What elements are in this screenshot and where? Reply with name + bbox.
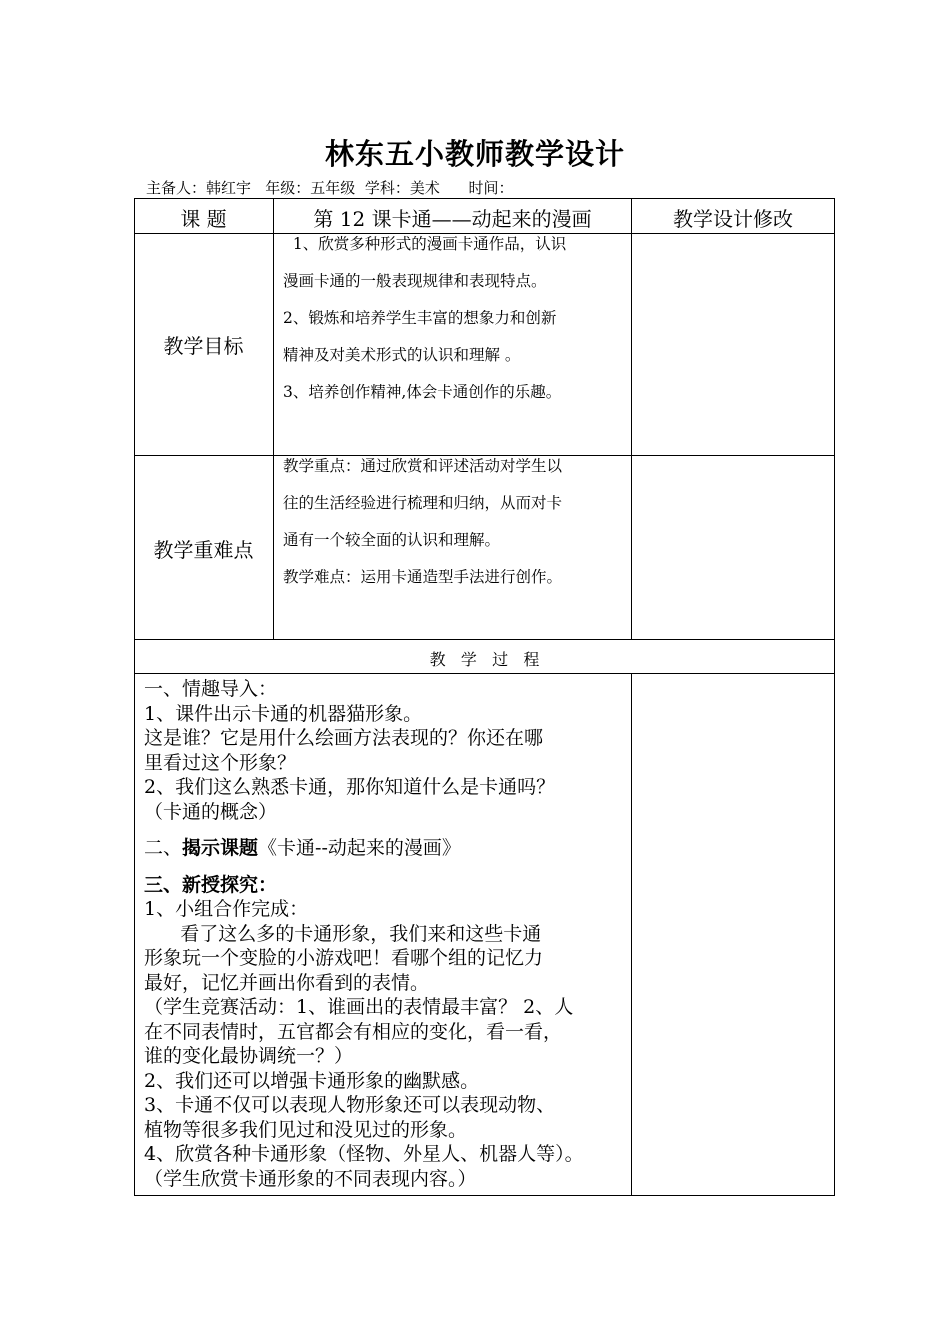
process-line: 4、欣赏各种卡通形象（怪物、外星人、机器人等）。	[144, 1143, 584, 1165]
process-line: 植物等很多我们见过和没见过的形象。	[144, 1118, 468, 1141]
section-1-title: 一、情趣导入：	[144, 678, 278, 700]
meta-line: 主备人：韩红宇 年级：五年级 学科：美术 时间：	[146, 179, 514, 197]
process-line: 谁的变化最协调统一？）	[144, 1045, 354, 1067]
keypoints-content	[283, 448, 629, 596]
section-3-title: 三、新授探究：	[144, 873, 278, 896]
process-line: 这是谁？它是用什么绘画方法表现的？你还在哪	[144, 727, 544, 749]
col-divider	[631, 673, 632, 1196]
process-line: 1、小组合作完成：	[144, 898, 309, 920]
goal-line: 精神及对美术形式的认识和理解 。	[283, 346, 521, 364]
section-2-rest: 《卡通--动起来的漫画》	[258, 837, 461, 859]
col-divider	[273, 198, 274, 639]
process-line: 3、卡通不仅可以表现人物形象还可以表现动物、	[144, 1094, 556, 1116]
keypoints-label: 教学重难点	[153, 538, 254, 562]
process-line: （学生竞赛活动：1、谁画出的表情最丰富？ 2、人	[144, 996, 574, 1018]
process-line: 1、课件出示卡通的机器猫形象。	[144, 702, 423, 725]
table-border-right	[834, 198, 835, 1196]
process-line: 在不同表情时，五官都会有相应的变化，看一看，	[144, 1020, 563, 1043]
keypoint-line: 教学难点：运用卡通造型手法进行创作。	[283, 568, 563, 586]
process-line: 里看过这个形象？	[144, 751, 297, 774]
col-divider	[631, 198, 632, 639]
process-line: 看了这么多的卡通形象，我们来和这些卡通	[144, 922, 542, 945]
process-line: （学生欣赏卡通形象的不同表现内容。）	[144, 1167, 477, 1190]
section-2-prefix: 二、	[144, 837, 183, 859]
row-divider	[134, 673, 835, 674]
section-2-bold: 揭示课题	[182, 837, 259, 859]
document-title: 林东五小教师教学设计	[324, 137, 625, 171]
goal-line: 2、锻炼和培养学生丰富的想象力和创新	[283, 309, 557, 327]
process-line: 最好，记忆并画出你看到的表情。	[144, 971, 430, 994]
process-line: 2、我们这么熟悉卡通，那你知道什么是卡通吗？	[144, 776, 556, 798]
keypoint-line: 往的生活经验进行梳理和归纳，从而对卡	[283, 494, 563, 512]
process-line: （卡通的概念）	[144, 800, 278, 823]
header-revision: 教学设计修改	[673, 207, 793, 231]
header-lesson-title: 第 12 课卡通——动起来的漫画	[313, 207, 592, 231]
goal-line: 漫画卡通的一般表现规律和表现特点。	[283, 272, 547, 290]
table-border-top	[134, 198, 835, 199]
header-topic-label: 课 题	[180, 207, 227, 231]
goal-line: 1、欣赏多种形式的漫画卡通作品，认识	[283, 235, 567, 253]
keypoint-line: 教学重点：通过欣赏和评述活动对学生以	[283, 457, 563, 475]
process-header: 教 学 过 程	[429, 650, 540, 669]
goals-label: 教学目标	[163, 334, 244, 358]
process-line: 形象玩一个变脸的小游戏吧！看哪个组的记忆力	[144, 947, 544, 969]
goals-content	[283, 226, 629, 411]
lesson-table	[134, 198, 835, 1196]
process-line: 2、我们还可以增强卡通形象的幽默感。	[144, 1069, 480, 1092]
section-2-title	[144, 836, 631, 861]
keypoint-line: 通有一个较全面的认识和理解。	[283, 531, 501, 549]
goal-line: 3、培养创作精神,体会卡通创作的乐趣。	[283, 383, 562, 401]
process-content	[144, 677, 631, 1191]
row-divider	[134, 639, 835, 640]
table-border-bottom	[134, 1195, 835, 1196]
